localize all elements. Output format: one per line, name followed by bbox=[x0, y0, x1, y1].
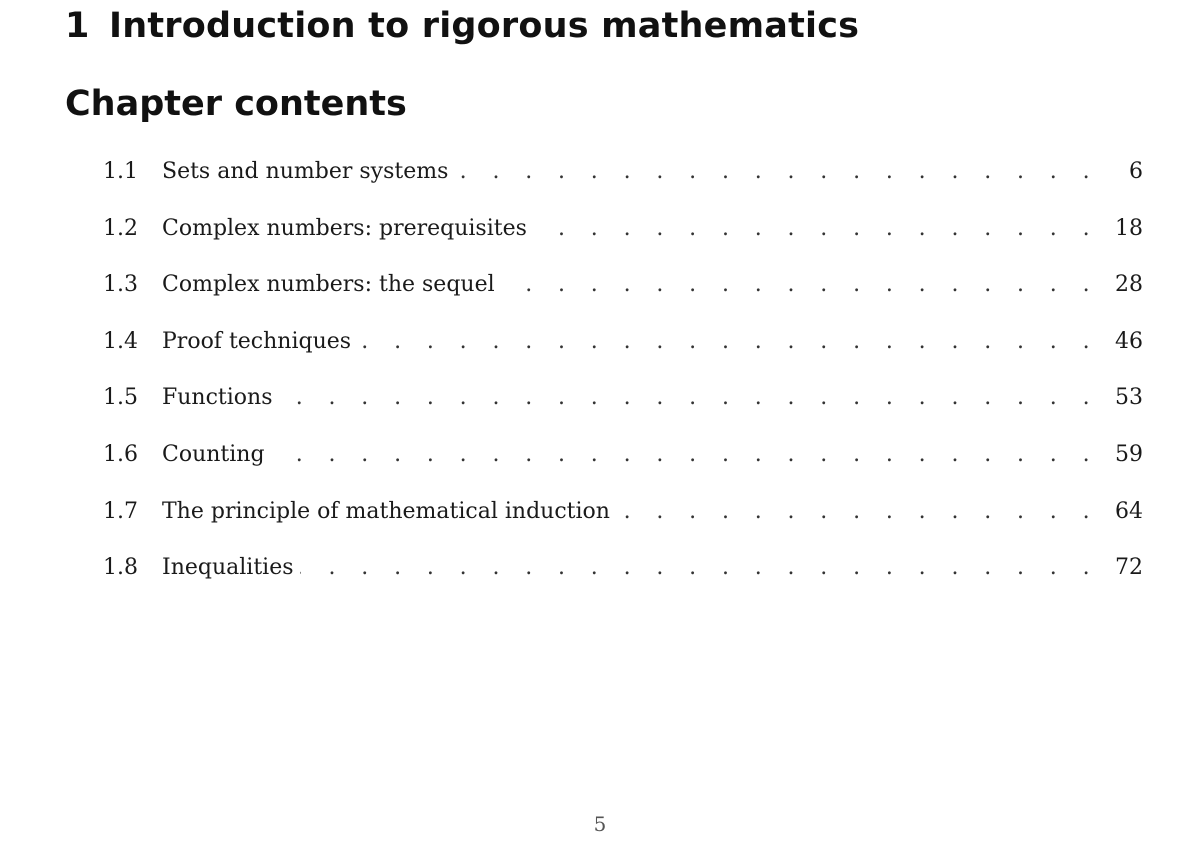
table-of-contents bbox=[103, 155, 1143, 608]
toc-dot-leader bbox=[300, 551, 1099, 585]
toc-entry-title: Functions bbox=[162, 385, 273, 411]
toc-dot-leader bbox=[357, 325, 1099, 359]
toc-dot-leader bbox=[533, 212, 1099, 246]
toc-entry-title: Counting bbox=[162, 441, 265, 467]
toc-entry[interactable] bbox=[103, 325, 1143, 382]
toc-entry-title: The principle of mathematical induction bbox=[162, 498, 610, 524]
toc-dot-leader bbox=[454, 155, 1099, 189]
toc-entry[interactable] bbox=[103, 381, 1143, 438]
toc-entry-number: 1.6 bbox=[103, 441, 138, 467]
toc-entry-title: Complex numbers: prerequisites bbox=[162, 215, 527, 241]
toc-entry-page: 72 bbox=[1115, 555, 1143, 581]
toc-entry-title: Proof techniques bbox=[162, 328, 352, 354]
toc-entry[interactable] bbox=[103, 495, 1143, 552]
toc-entry[interactable] bbox=[103, 438, 1143, 495]
toc-entry-number: 1.2 bbox=[103, 215, 138, 241]
toc-entry-page: 46 bbox=[1115, 328, 1143, 354]
toc-entry[interactable] bbox=[103, 155, 1143, 212]
toc-entry-number: 1.7 bbox=[103, 498, 138, 524]
toc-entry-page: 18 bbox=[1115, 215, 1143, 241]
toc-dot-leader bbox=[501, 268, 1099, 302]
page-number: 5 bbox=[593, 812, 607, 836]
toc-dot-leader bbox=[271, 438, 1099, 472]
toc-entry-page: 64 bbox=[1115, 498, 1143, 524]
toc-entry-number: 1.8 bbox=[103, 555, 138, 581]
toc-entry-page: 6 bbox=[1129, 159, 1143, 184]
toc-entry-page: 28 bbox=[1115, 272, 1143, 298]
chapter-title-text: Introduction to rigorous mathematics bbox=[109, 6, 860, 46]
toc-entry-page: 53 bbox=[1115, 385, 1143, 411]
toc-entry-number: 1.5 bbox=[103, 385, 138, 411]
toc-entry[interactable] bbox=[103, 268, 1143, 325]
chapter-title bbox=[65, 6, 859, 46]
chapter-number: 1 bbox=[65, 6, 90, 46]
toc-dot-leader bbox=[616, 495, 1099, 529]
toc-dot-leader bbox=[279, 381, 1099, 415]
toc-entry-title: Complex numbers: the sequel bbox=[162, 272, 495, 298]
toc-entry-number: 1.1 bbox=[103, 159, 138, 184]
contents-heading: Chapter contents bbox=[65, 84, 407, 124]
toc-entry[interactable] bbox=[103, 551, 1143, 608]
toc-entry-number: 1.4 bbox=[103, 328, 138, 354]
toc-entry-title: Inequalities bbox=[162, 555, 294, 581]
toc-entry-number: 1.3 bbox=[103, 272, 138, 298]
toc-entry[interactable] bbox=[103, 212, 1143, 269]
toc-entry-title: Sets and number systems bbox=[162, 159, 449, 184]
toc-entry-page: 59 bbox=[1115, 441, 1143, 467]
